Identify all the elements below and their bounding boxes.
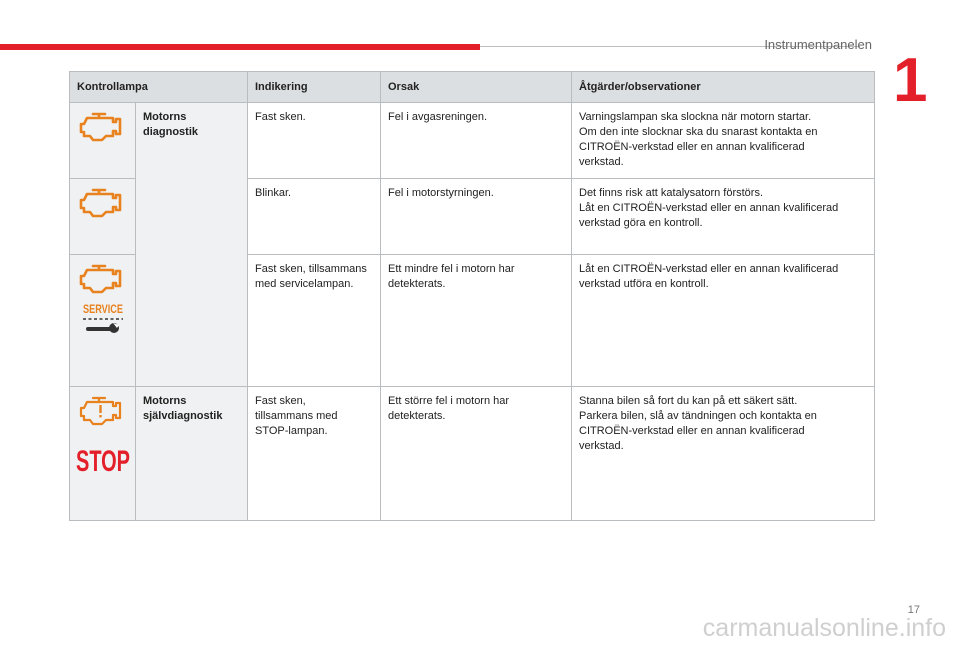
orsak-cell: Ett mindre fel i motorn har detekterats. bbox=[381, 255, 572, 387]
indikering-cell: Blinkar. bbox=[248, 179, 381, 255]
chapter-number: 1 bbox=[893, 46, 928, 115]
engine-warning-icon bbox=[82, 262, 124, 292]
lamp-icon-cell bbox=[70, 255, 136, 387]
lamp-group-name: Motorns diagnostik bbox=[136, 103, 248, 387]
header-red-bar bbox=[0, 44, 480, 50]
column-header-indikering: Indikering bbox=[248, 72, 381, 103]
indikering-cell: Fast sken. bbox=[248, 103, 381, 179]
lamp-group-name: Motorns självdiagnostik bbox=[136, 387, 248, 521]
atgarder-cell: Stanna bilen så fort du kan på ett säkert sätt. Parkera bilen, slå av tändningen och kontakta en CITROËN-verkstad eller en annan kvalificerad verkstad. bbox=[572, 387, 875, 521]
service-lamp bbox=[80, 302, 126, 338]
section-title: Instrumentpanelen bbox=[764, 37, 872, 52]
table-row bbox=[70, 103, 875, 179]
watermark: carmanualsonline.info bbox=[702, 614, 946, 642]
svg-text:STOP: STOP bbox=[75, 445, 130, 478]
orsak-cell: Fel i avgasreningen. bbox=[381, 103, 572, 179]
engine-warning-icon bbox=[82, 110, 124, 140]
warning-lamp-table bbox=[69, 71, 875, 521]
page-number: 17 bbox=[907, 604, 920, 616]
lamp-icon-cell bbox=[70, 179, 136, 255]
table-row bbox=[70, 387, 875, 521]
svg-text:SERVICE: SERVICE bbox=[82, 302, 123, 316]
lamp-icon-cell bbox=[70, 387, 136, 521]
engine-fault-icon bbox=[82, 394, 124, 424]
lamp-icon-cell bbox=[70, 103, 136, 179]
engine-warning-icon bbox=[82, 186, 124, 216]
stop-icon bbox=[75, 444, 131, 478]
orsak-cell: Fel i motorstyrningen. bbox=[381, 179, 572, 255]
table-header-row bbox=[70, 72, 875, 103]
atgarder-cell: Det finns risk att katalysatorn förstörs. Låt en CITROËN-verkstad eller en annan kvalificerad verkstad göra en kontroll. bbox=[572, 179, 875, 255]
atgarder-cell: Låt en CITROËN-verkstad eller en annan kvalificerad verkstad utföra en kontroll. bbox=[572, 255, 875, 387]
orsak-cell: Ett större fel i motorn har detekterats. bbox=[381, 387, 572, 521]
atgarder-cell: Varningslampan ska slockna när motorn startar. Om den inte slocknar ska du snarast kontakta en CITROËN-verkstad eller en annan kvalificerad verkstad. bbox=[572, 103, 875, 179]
column-header-kontrollampa: Kontrollampa bbox=[70, 72, 248, 103]
service-icon bbox=[80, 302, 126, 338]
column-header-atgarder: Åtgärder/observationer bbox=[572, 72, 875, 103]
indikering-cell: Fast sken, tillsammans med servicelampan. bbox=[248, 255, 381, 387]
indikering-cell: Fast sken, tillsammans med STOP-lampan. bbox=[248, 387, 381, 521]
column-header-orsak: Orsak bbox=[381, 72, 572, 103]
